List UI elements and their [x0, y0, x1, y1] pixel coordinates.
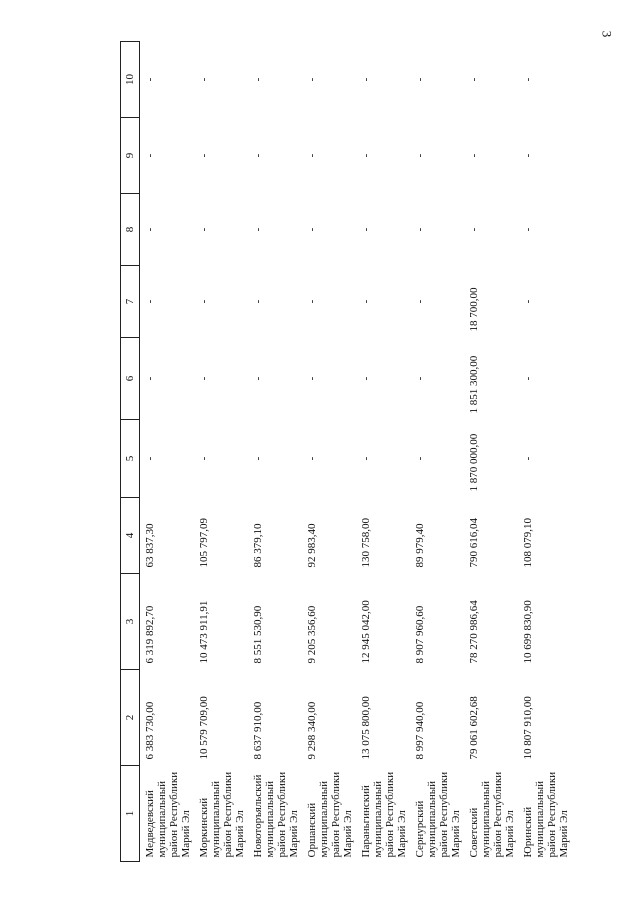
value-cell-c2: 10 579 709,00 — [198, 696, 210, 760]
header-cell: 9 — [121, 118, 140, 194]
value-cell-c8: - — [414, 227, 426, 232]
region-name-line: Марий Эл — [342, 810, 354, 858]
value-cell-c8: - — [360, 227, 372, 232]
value-cell-c10: - — [198, 77, 210, 82]
region-name-line: Новоторъяльский — [252, 774, 264, 858]
value-cell-c4: 130 758,00 — [360, 518, 372, 568]
region-name-cell — [140, 766, 195, 862]
table-row — [302, 42, 356, 862]
region-name-cell — [248, 766, 302, 862]
data-table-container — [120, 42, 570, 862]
value-cell-c5: - — [522, 456, 534, 461]
value-cell-c5: - — [360, 456, 372, 461]
region-name-line: Марий Эл — [234, 810, 246, 858]
region-name-line: Оршанский — [306, 802, 318, 858]
region-name-line: район Республики — [276, 771, 288, 858]
value-cell-c10: - — [468, 77, 480, 82]
value-cell-c8: - — [306, 227, 318, 232]
table-row — [140, 42, 195, 862]
value-cell-c2: 8 637 910,00 — [252, 701, 264, 760]
value-cell-c6: - — [360, 376, 372, 381]
region-name-cell — [518, 766, 572, 862]
value-cell-c3: 10 473 911,91 — [198, 600, 210, 664]
value-cell-c6: - — [198, 376, 210, 381]
value-cell-c7: - — [144, 299, 156, 304]
value-cell-c3: 12 945 042,00 — [360, 600, 372, 664]
region-name-line: Марий Эл — [180, 810, 192, 858]
region-name-line: Марий Эл — [558, 810, 570, 858]
table-row — [410, 42, 464, 862]
value-cell-c10: - — [144, 77, 156, 82]
value-cell-c4: 92 983,40 — [306, 523, 318, 568]
region-name-cell — [356, 766, 410, 862]
value-cell-c7: - — [414, 299, 426, 304]
value-cell-c3: 78 270 986,64 — [468, 600, 480, 664]
value-cell-c2: 6 383 730,00 — [144, 701, 156, 760]
value-cell-c10: - — [414, 77, 426, 82]
value-cell-c2: 13 075 800,00 — [360, 696, 372, 760]
value-cell-c8: - — [198, 227, 210, 232]
value-cell-c9: - — [306, 153, 318, 158]
value-cell-c9: - — [360, 153, 372, 158]
value-cell-c5: - — [306, 456, 318, 461]
header-cell: 4 — [121, 498, 140, 574]
region-name-line: муниципальный — [210, 780, 222, 858]
region-name-line: район Республики — [222, 771, 234, 858]
value-cell-c2: 79 061 602,68 — [468, 696, 480, 760]
value-cell-c6: - — [252, 376, 264, 381]
table-row — [248, 42, 302, 862]
value-cell-c6: - — [306, 376, 318, 381]
header-row — [121, 42, 140, 862]
table-row — [464, 42, 518, 862]
region-name-line: Марий Эл — [288, 810, 300, 858]
value-cell-c5: - — [252, 456, 264, 461]
region-name-line: Медведевский — [144, 790, 156, 858]
table-row — [194, 42, 248, 862]
region-name-line: муниципальный — [156, 780, 168, 858]
region-name-line: район Республики — [492, 771, 504, 858]
region-name-cell — [302, 766, 356, 862]
value-cell-c10: - — [522, 77, 534, 82]
header-cell: 8 — [121, 194, 140, 266]
value-cell-c4: 86 379,10 — [252, 523, 264, 568]
region-name-line: муниципальный — [480, 780, 492, 858]
value-cell-c9: - — [414, 153, 426, 158]
value-cell-c5: - — [198, 456, 210, 461]
table-row — [356, 42, 410, 862]
value-cell-c4: 105 797,09 — [198, 518, 210, 568]
region-name-cell — [410, 766, 464, 862]
value-cell-c10: - — [252, 77, 264, 82]
region-name-line: район Республики — [330, 771, 342, 858]
value-cell-c10: - — [360, 77, 372, 82]
value-cell-c4: 790 616,04 — [468, 518, 480, 568]
value-cell-c5: - — [414, 456, 426, 461]
region-name-line: район Республики — [546, 771, 558, 858]
header-cell: 2 — [121, 670, 140, 766]
value-cell-c3: 6 319 892,70 — [144, 605, 156, 664]
region-name-line: Марий Эл — [396, 810, 408, 858]
value-cell-c8: - — [144, 227, 156, 232]
region-name-line: Параньгинский — [360, 785, 372, 858]
region-name-line: муниципальный — [264, 780, 276, 858]
value-cell-c9: - — [468, 153, 480, 158]
value-cell-c10: - — [306, 77, 318, 82]
page-number: 3 — [599, 30, 615, 38]
region-name-line: муниципальный — [534, 780, 546, 858]
table-row — [518, 42, 572, 862]
value-cell-c9: - — [252, 153, 264, 158]
value-cell-c6: - — [144, 376, 156, 381]
region-name-line: муниципальный — [318, 780, 330, 858]
value-cell-c5: 1 870 000,00 — [468, 433, 480, 492]
value-cell-c2: 10 807 910,00 — [522, 696, 534, 760]
value-cell-c7: - — [252, 299, 264, 304]
value-cell-c6: - — [414, 376, 426, 381]
value-cell-c8: - — [522, 227, 534, 232]
region-name-line: Советский — [468, 807, 480, 858]
region-name-line: Моркинский — [198, 797, 210, 858]
value-cell-c4: 108 079,10 — [522, 518, 534, 568]
value-cell-c6: - — [522, 376, 534, 381]
value-cell-c8: - — [468, 227, 480, 232]
value-cell-c7: - — [306, 299, 318, 304]
value-cell-c6: 1 851 300,00 — [468, 355, 480, 414]
value-cell-c7: 18 700,00 — [468, 287, 480, 332]
value-cell-c8: - — [252, 227, 264, 232]
region-name-line: район Республики — [438, 771, 450, 858]
region-name-line: Марий Эл — [504, 810, 516, 858]
value-cell-c9: - — [144, 153, 156, 158]
region-name-cell — [194, 766, 248, 862]
value-cell-c7: - — [522, 299, 534, 304]
value-cell-c3: 8 551 530,90 — [252, 605, 264, 664]
value-cell-c3: 9 205 356,60 — [306, 605, 318, 664]
region-name-line: Юринский — [522, 806, 534, 858]
region-name-line: район Республики — [384, 771, 396, 858]
header-cell: 1 — [121, 766, 140, 862]
value-cell-c9: - — [522, 153, 534, 158]
value-cell-c3: 10 699 830,90 — [522, 600, 534, 664]
value-cell-c3: 8 907 960,60 — [414, 605, 426, 664]
region-name-line: муниципальный — [426, 780, 438, 858]
region-name-line: муниципальный — [372, 780, 384, 858]
region-name-line: район Республики — [168, 771, 180, 858]
value-cell-c7: - — [198, 299, 210, 304]
region-name-cell — [464, 766, 518, 862]
value-cell-c2: 8 997 940,00 — [414, 701, 426, 760]
value-cell-c7: - — [360, 299, 372, 304]
header-cell: 7 — [121, 266, 140, 338]
region-name-line: Марий Эл — [450, 810, 462, 858]
value-cell-c4: 63 837,30 — [144, 523, 156, 568]
data-table — [120, 41, 572, 862]
header-cell: 6 — [121, 338, 140, 420]
table-body — [140, 42, 573, 862]
header-cell: 5 — [121, 420, 140, 498]
header-cell: 10 — [121, 42, 140, 118]
value-cell-c5: - — [144, 456, 156, 461]
header-cell: 3 — [121, 574, 140, 670]
value-cell-c9: - — [198, 153, 210, 158]
value-cell-c4: 89 979,40 — [414, 523, 426, 568]
region-name-line: Сернурский — [414, 800, 426, 858]
value-cell-c2: 9 298 340,00 — [306, 701, 318, 760]
